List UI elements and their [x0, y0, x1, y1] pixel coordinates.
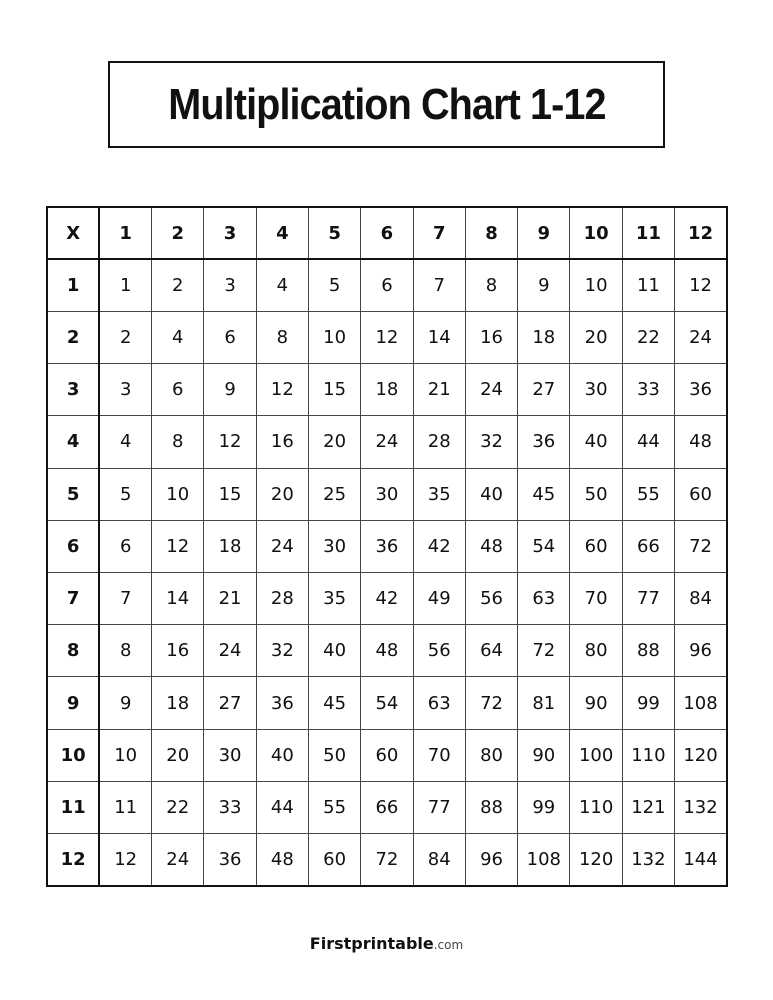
- product-cell: 108: [518, 834, 570, 886]
- row-header-cell: 10: [47, 729, 99, 781]
- table-row: [47, 729, 727, 781]
- product-cell: 120: [675, 729, 727, 781]
- product-cell: 21: [204, 573, 256, 625]
- product-cell: 16: [465, 311, 517, 363]
- product-cell: 66: [622, 520, 674, 572]
- product-cell: 3: [204, 259, 256, 311]
- product-cell: 40: [308, 625, 360, 677]
- product-cell: 110: [570, 781, 622, 833]
- product-cell: 24: [152, 834, 204, 886]
- product-cell: 20: [152, 729, 204, 781]
- row-header-cell: 8: [47, 625, 99, 677]
- product-cell: 18: [518, 311, 570, 363]
- product-cell: 11: [622, 259, 674, 311]
- product-cell: 110: [622, 729, 674, 781]
- product-cell: 60: [361, 729, 413, 781]
- product-cell: 12: [361, 311, 413, 363]
- product-cell: 32: [256, 625, 308, 677]
- product-cell: 88: [465, 781, 517, 833]
- product-cell: 9: [204, 364, 256, 416]
- product-cell: 14: [152, 573, 204, 625]
- product-cell: 10: [152, 468, 204, 520]
- product-cell: 48: [675, 416, 727, 468]
- product-cell: 6: [204, 311, 256, 363]
- product-cell: 55: [622, 468, 674, 520]
- column-header-cell: 11: [622, 207, 674, 259]
- row-header-cell: 4: [47, 416, 99, 468]
- product-cell: 2: [152, 259, 204, 311]
- row-header-cell: 2: [47, 311, 99, 363]
- product-cell: 9: [99, 677, 151, 729]
- table-row: [47, 416, 727, 468]
- product-cell: 24: [204, 625, 256, 677]
- column-header-cell: 7: [413, 207, 465, 259]
- product-cell: 24: [465, 364, 517, 416]
- product-cell: 8: [256, 311, 308, 363]
- product-cell: 72: [675, 520, 727, 572]
- product-cell: 63: [518, 573, 570, 625]
- product-cell: 20: [308, 416, 360, 468]
- product-cell: 80: [570, 625, 622, 677]
- product-cell: 36: [256, 677, 308, 729]
- product-cell: 6: [99, 520, 151, 572]
- product-cell: 16: [256, 416, 308, 468]
- product-cell: 44: [622, 416, 674, 468]
- product-cell: 50: [570, 468, 622, 520]
- product-cell: 6: [152, 364, 204, 416]
- product-cell: 18: [152, 677, 204, 729]
- product-cell: 4: [99, 416, 151, 468]
- product-cell: 8: [465, 259, 517, 311]
- product-cell: 4: [152, 311, 204, 363]
- title-box: [108, 61, 665, 148]
- product-cell: 36: [518, 416, 570, 468]
- row-header-cell: 7: [47, 573, 99, 625]
- product-cell: 64: [465, 625, 517, 677]
- product-cell: 48: [361, 625, 413, 677]
- product-cell: 96: [465, 834, 517, 886]
- table-row: [47, 677, 727, 729]
- product-cell: 14: [413, 311, 465, 363]
- product-cell: 45: [518, 468, 570, 520]
- column-header-cell: 10: [570, 207, 622, 259]
- product-cell: 70: [570, 573, 622, 625]
- product-cell: 90: [518, 729, 570, 781]
- product-cell: 45: [308, 677, 360, 729]
- product-cell: 20: [570, 311, 622, 363]
- product-cell: 24: [256, 520, 308, 572]
- table-row: [47, 834, 727, 886]
- product-cell: 81: [518, 677, 570, 729]
- product-cell: 48: [465, 520, 517, 572]
- product-cell: 30: [361, 468, 413, 520]
- product-cell: 1: [99, 259, 151, 311]
- product-cell: 35: [308, 573, 360, 625]
- product-cell: 108: [675, 677, 727, 729]
- brand-tld: .com: [433, 938, 464, 952]
- product-cell: 22: [622, 311, 674, 363]
- product-cell: 8: [99, 625, 151, 677]
- product-cell: 44: [256, 781, 308, 833]
- product-cell: 5: [308, 259, 360, 311]
- product-cell: 11: [99, 781, 151, 833]
- product-cell: 60: [570, 520, 622, 572]
- product-cell: 21: [413, 364, 465, 416]
- row-header-cell: 6: [47, 520, 99, 572]
- row-header-cell: 3: [47, 364, 99, 416]
- product-cell: 28: [413, 416, 465, 468]
- product-cell: 99: [622, 677, 674, 729]
- product-cell: 36: [675, 364, 727, 416]
- product-cell: 56: [465, 573, 517, 625]
- column-header-cell: 5: [308, 207, 360, 259]
- column-header-cell: 12: [675, 207, 727, 259]
- product-cell: 27: [204, 677, 256, 729]
- product-cell: 12: [99, 834, 151, 886]
- column-header-cell: 8: [465, 207, 517, 259]
- product-cell: 3: [99, 364, 151, 416]
- product-cell: 66: [361, 781, 413, 833]
- product-cell: 54: [361, 677, 413, 729]
- product-cell: 20: [256, 468, 308, 520]
- product-cell: 35: [413, 468, 465, 520]
- column-header-cell: 4: [256, 207, 308, 259]
- product-cell: 12: [256, 364, 308, 416]
- product-cell: 40: [256, 729, 308, 781]
- product-cell: 25: [308, 468, 360, 520]
- table-row: [47, 364, 727, 416]
- table-row: [47, 311, 727, 363]
- product-cell: 54: [518, 520, 570, 572]
- product-cell: 10: [308, 311, 360, 363]
- column-header-cell: 9: [518, 207, 570, 259]
- product-cell: 40: [465, 468, 517, 520]
- column-header-cell: 1: [99, 207, 151, 259]
- table-row: [47, 520, 727, 572]
- product-cell: 22: [152, 781, 204, 833]
- table-row: [47, 781, 727, 833]
- product-cell: 72: [518, 625, 570, 677]
- footer-branding: [0, 934, 773, 953]
- product-cell: 6: [361, 259, 413, 311]
- product-cell: 5: [99, 468, 151, 520]
- product-cell: 33: [622, 364, 674, 416]
- product-cell: 36: [361, 520, 413, 572]
- product-cell: 24: [675, 311, 727, 363]
- product-cell: 50: [308, 729, 360, 781]
- product-cell: 84: [675, 573, 727, 625]
- product-cell: 4: [256, 259, 308, 311]
- row-header-cell: 9: [47, 677, 99, 729]
- product-cell: 60: [308, 834, 360, 886]
- product-cell: 84: [413, 834, 465, 886]
- corner-header-cell: X: [47, 207, 99, 259]
- brand-name: Firstprintable: [309, 934, 434, 953]
- product-cell: 10: [570, 259, 622, 311]
- product-cell: 77: [413, 781, 465, 833]
- column-header-cell: 3: [204, 207, 256, 259]
- product-cell: 56: [413, 625, 465, 677]
- product-cell: 90: [570, 677, 622, 729]
- product-cell: 72: [465, 677, 517, 729]
- product-cell: 42: [361, 573, 413, 625]
- row-header-cell: 1: [47, 259, 99, 311]
- product-cell: 42: [413, 520, 465, 572]
- product-cell: 70: [413, 729, 465, 781]
- table-row: [47, 573, 727, 625]
- row-header-cell: 5: [47, 468, 99, 520]
- column-header-cell: 6: [361, 207, 413, 259]
- product-cell: 12: [204, 416, 256, 468]
- product-cell: 9: [518, 259, 570, 311]
- product-cell: 30: [308, 520, 360, 572]
- product-cell: 36: [204, 834, 256, 886]
- product-cell: 12: [152, 520, 204, 572]
- row-header-cell: 11: [47, 781, 99, 833]
- product-cell: 18: [361, 364, 413, 416]
- product-cell: 30: [204, 729, 256, 781]
- product-cell: 100: [570, 729, 622, 781]
- product-cell: 120: [570, 834, 622, 886]
- product-cell: 60: [675, 468, 727, 520]
- header-row: [47, 207, 727, 259]
- column-header-cell: 2: [152, 207, 204, 259]
- product-cell: 144: [675, 834, 727, 886]
- product-cell: 2: [99, 311, 151, 363]
- product-cell: 27: [518, 364, 570, 416]
- table-row: [47, 259, 727, 311]
- table-row: [47, 468, 727, 520]
- product-cell: 77: [622, 573, 674, 625]
- product-cell: 15: [204, 468, 256, 520]
- product-cell: 96: [675, 625, 727, 677]
- product-cell: 16: [152, 625, 204, 677]
- product-cell: 99: [518, 781, 570, 833]
- product-cell: 28: [256, 573, 308, 625]
- product-cell: 88: [622, 625, 674, 677]
- product-cell: 10: [99, 729, 151, 781]
- product-cell: 15: [308, 364, 360, 416]
- product-cell: 72: [361, 834, 413, 886]
- page-title: Multiplication Chart 1-12: [167, 79, 606, 129]
- product-cell: 7: [99, 573, 151, 625]
- table-row: [47, 625, 727, 677]
- product-cell: 49: [413, 573, 465, 625]
- product-cell: 55: [308, 781, 360, 833]
- product-cell: 121: [622, 781, 674, 833]
- product-cell: 30: [570, 364, 622, 416]
- product-cell: 7: [413, 259, 465, 311]
- multiplication-table: [46, 206, 728, 887]
- row-header-cell: 12: [47, 834, 99, 886]
- product-cell: 132: [622, 834, 674, 886]
- product-cell: 63: [413, 677, 465, 729]
- product-cell: 40: [570, 416, 622, 468]
- product-cell: 18: [204, 520, 256, 572]
- product-cell: 32: [465, 416, 517, 468]
- product-cell: 24: [361, 416, 413, 468]
- product-cell: 80: [465, 729, 517, 781]
- product-cell: 8: [152, 416, 204, 468]
- product-cell: 48: [256, 834, 308, 886]
- product-cell: 12: [675, 259, 727, 311]
- product-cell: 132: [675, 781, 727, 833]
- product-cell: 33: [204, 781, 256, 833]
